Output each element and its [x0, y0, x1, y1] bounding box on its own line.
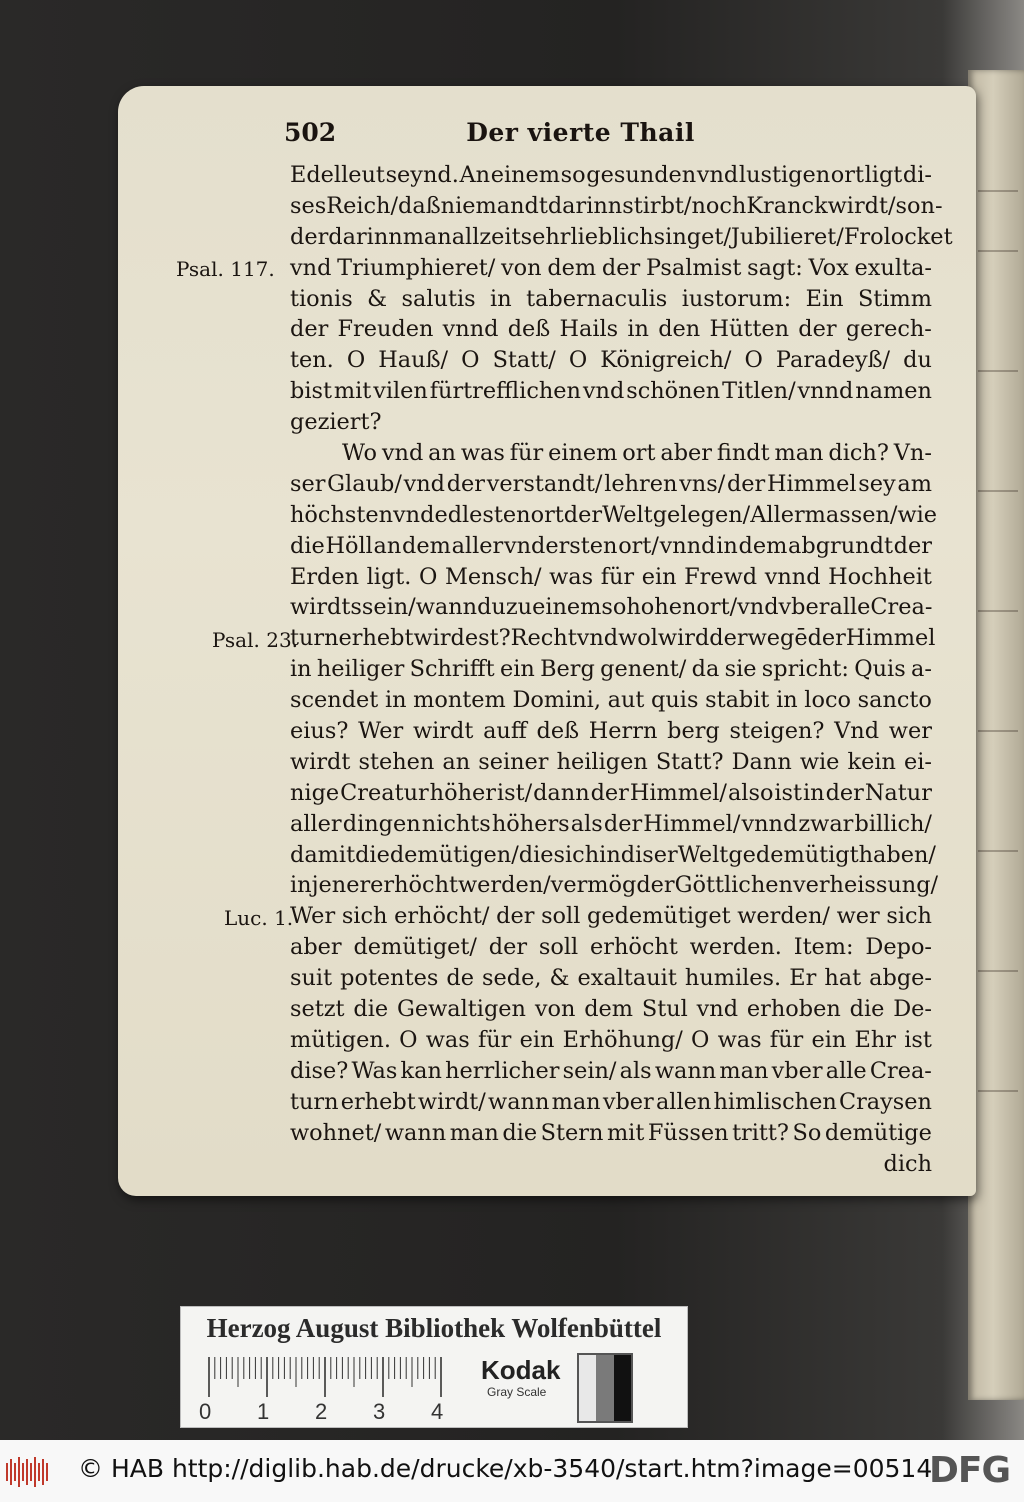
text-line: damit die demütigen/ die sich in diser Welt gedemütigt haben/ [290, 841, 936, 868]
text-line: bist mit vilen fürtrefflichen vnd schönen Titlen/ vnnd namen [290, 378, 932, 405]
colour-target [180, 1306, 688, 1428]
library-name: Herzog August Bibliothek Wolfenbüttel [206, 1313, 662, 1343]
kodak-brand: Kodak [481, 1355, 561, 1385]
text-line: suit potentes de sede, & exaltauit humiles. Er hat abge- [290, 965, 932, 992]
text-line: setzt die Gewaltigen von dem Stul vnd erhoben die De- [290, 996, 932, 1023]
ruler-number: 1 [257, 1399, 270, 1424]
text-line: geziert? [290, 409, 382, 436]
text-line: ten. O Hauß/ O Statt/ O Königreich/ O Paradeyß/ du [290, 347, 932, 374]
text-line: Wo vnd an was für einem ort aber findt man dich? Vn- [342, 440, 932, 467]
gray-swatch [577, 1353, 633, 1423]
ruler [205, 1357, 445, 1397]
text-line: ser Glaub/ vnd der verstandt/ lehren vns/ der Himmel sey am [290, 470, 932, 497]
margin-note: Luc. 1. [224, 905, 294, 930]
ruler-number: 4 [431, 1399, 444, 1424]
text-block [290, 160, 953, 1179]
margin-note: Psal. 117. [176, 256, 275, 281]
text-line: in jener erhöcht werden/ vermög der Göttlichen verheissung/ [290, 872, 939, 899]
ruler-number: 0 [199, 1399, 212, 1424]
footer-bar [0, 1440, 1024, 1502]
running-title: Der vierte Thail [466, 118, 695, 147]
text-line: tionis & salutis in tabernaculis iustorum: Ein Stimm [290, 285, 932, 312]
text-line: scendet in montem Domini, aut quis stabit in loco sancto [290, 687, 932, 714]
text-line: nige Creatur höher ist/ dann der Himmel/ also ist in der Natur [290, 779, 932, 806]
text-line: Wer sich erhöcht/ der soll gedemütiget werden/ wer sich [290, 903, 932, 930]
text-line: mütigen. O was für ein Erhöhung/ O was für ein Ehr ist [290, 1026, 932, 1053]
text-line: wohnet/ wann man die Stern mit Füssen tritt? So demütige [290, 1119, 932, 1146]
page-number: 502 [284, 118, 337, 147]
catchword: dich [883, 1150, 932, 1177]
text-line: Erden ligt. O Mensch/ was für ein Frewd vnnd Hochheit [290, 563, 932, 590]
text-line: dise? Was kan herrlicher sein/ als wann man vber alle Crea- [290, 1057, 932, 1084]
text-line: aller dingen nichts höhers als der Himmel/ vnnd zwar billich/ [290, 810, 932, 837]
digitisation-logo-icon [6, 1457, 50, 1487]
text-line: der darinn man allzeit sehr lieblich singet/ Jubilieret/ Frolocket [290, 223, 953, 250]
dfg-logo: DFG [928, 1450, 1010, 1491]
credit-link[interactable]: © HAB http://diglib.hab.de/drucke/xb-3540/start.htm?image=00514 [78, 1454, 933, 1483]
text-line: Edelleut seynd. An einem so gesunden vnd lustigen ort ligt di- [290, 162, 932, 188]
text-line: die Höll an dem aller vndersten ort/ vnnd in dem abgrundt der [290, 532, 932, 559]
next-page-edge [968, 70, 1024, 1400]
text-line: wirdt stehen an seiner heiligen Statt? Dann wie kein ei- [290, 748, 932, 775]
text-line: höchsten vnd edlesten ort der Welt gelegen/ Allermassen/ wie [290, 501, 938, 528]
ruler-number: 3 [373, 1399, 386, 1424]
page-header [284, 118, 804, 154]
text-line: wirdts sein/ wann du zu einem so hohen ort/ vnd vber alle Crea- [290, 594, 933, 621]
ruler-numbers [199, 1399, 459, 1423]
gray-scale-label: Gray Scale [487, 1385, 547, 1399]
text-line: ses Reich/ daß niemandt darinn stirbt/ noch Kranck wirdt/ son- [290, 192, 943, 219]
text-line: aber demütiget/ der soll erhöcht werden. Item: Depo- [290, 934, 932, 961]
text-line: turn erhebt wirdt/ wann man vber allen himlischen Craysen [290, 1088, 932, 1115]
text-line: der Freuden vnnd deß Hails in den Hütten der gerech- [290, 316, 932, 343]
text-line: vnd Triumphieret/ von dem der Psalmist sagt: Vox exulta- [290, 254, 932, 281]
margin-note: Psal. 23. [212, 627, 299, 652]
text-line: turn erhebt wirdest? Recht vnd wol wird derwegē der Himmel [290, 625, 936, 652]
text-line: in heiliger Schrifft ein Berg genent/ da sie spricht: Quis a- [290, 656, 932, 683]
text-line: eius? Wer wirdt auff deß Herrn berg steigen? Vnd wer [290, 718, 932, 745]
ruler-number: 2 [315, 1399, 328, 1424]
